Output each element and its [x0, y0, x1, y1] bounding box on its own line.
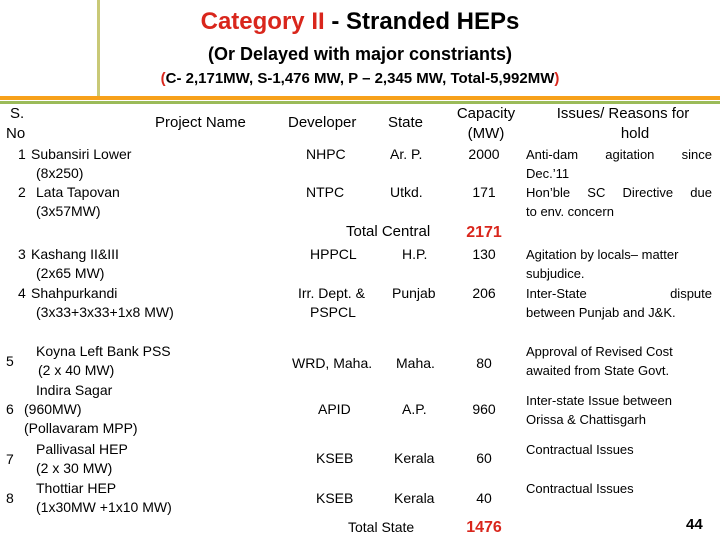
row-2-capacity: 171 [472, 184, 496, 200]
row-1-issues: Anti-dam agitation since Dec.’11 [526, 147, 712, 181]
slide-subtitle: (Or Delayed with major constriants) [207, 44, 513, 64]
row-3-project: Kashang II&III (2x65 MW) [31, 246, 119, 281]
row-6-issues: Inter-state Issue between Orissa & Chattisgarh [526, 393, 672, 427]
header-capacity: Capacity (MW) [456, 105, 516, 142]
row-1-developer: NHPC [306, 146, 346, 162]
row-5-capacity: 80 [476, 355, 492, 371]
header-sno: S. No [6, 105, 26, 142]
row-3-no: 3 [18, 246, 26, 262]
row-4-state: Punjab [392, 285, 436, 301]
row-7-state: Kerala [394, 450, 435, 466]
row-2-project: Lata Tapovan (3x57MW) [36, 184, 120, 219]
row-2-issues: Hon’ble SC Directive due to env. concern [526, 185, 712, 219]
row-2-no: 2 [18, 184, 26, 200]
header-project-name: Project Name [155, 114, 246, 131]
row-7-issues: Contractual Issues [526, 442, 634, 457]
row-5-state: Maha. [396, 355, 435, 371]
row-1-no: 1 [18, 146, 26, 162]
row-8-developer: KSEB [316, 490, 354, 506]
row-5-project: Koyna Left Bank PSS (2 x 40 MW) [36, 343, 171, 378]
header-issues: Issues/ Reasons for hold [556, 105, 690, 142]
row-4-issues: Inter-State dispute between Punjab and J&K. [526, 286, 712, 320]
slide-title: Category II - Stranded HEPs [200, 8, 520, 35]
row-6-no: 6 [6, 401, 14, 417]
row-6-state: A.P. [402, 401, 427, 417]
row-5-developer: WRD, Maha. [292, 355, 373, 371]
decorative-orange-rule [0, 96, 720, 100]
total-central-label: Total Central [346, 223, 431, 240]
row-7-capacity: 60 [476, 450, 492, 466]
total-state-value: 1476 [466, 519, 502, 536]
row-7-no: 7 [6, 451, 14, 467]
row-2-state: Utkd. [390, 184, 423, 200]
row-6-project: Indira Sagar (960MW) (Pollavaram MPP) [24, 382, 138, 436]
row-5-no: 5 [6, 353, 14, 369]
row-4-no: 4 [18, 285, 26, 301]
row-3-capacity: 130 [472, 246, 496, 262]
row-5-issues: Approval of Revised Cost awaited from State Govt. [526, 344, 673, 378]
header-developer: Developer [288, 114, 357, 131]
row-8-no: 8 [6, 490, 14, 506]
row-6-capacity: 960 [472, 401, 496, 417]
row-3-issues: Agitation by locals– matter subjudice. [526, 247, 679, 281]
row-7-project: Pallivasal HEP (2 x 30 MW) [36, 441, 128, 476]
row-3-developer: HPPCL [310, 246, 357, 262]
capacity-summary: (C- 2,171MW, S-1,476 MW, P – 2,345 MW, Total-5,992MW) [160, 70, 560, 87]
row-4-capacity: 206 [472, 285, 496, 301]
row-6-developer: APID [318, 401, 351, 417]
row-4-developer: Irr. Dept. & PSPCL [298, 285, 365, 320]
page-number: 44 [686, 516, 703, 533]
row-4-project: Shahpurkandi (3x33+3x33+1x8 MW) [31, 285, 174, 320]
row-1-capacity: 2000 [468, 146, 500, 162]
row-2-developer: NTPC [306, 184, 345, 200]
row-8-capacity: 40 [476, 490, 492, 506]
total-state-label: Total State [348, 519, 415, 535]
row-7-developer: KSEB [316, 450, 354, 466]
row-8-project: Thottiar HEP (1x30MW +1x10 MW) [36, 480, 172, 515]
row-1-state: Ar. P. [390, 146, 423, 162]
row-3-state: H.P. [402, 246, 428, 262]
row-8-state: Kerala [394, 490, 435, 506]
header-state: State [388, 114, 424, 131]
row-8-issues: Contractual Issues [526, 481, 634, 496]
row-1-project: Subansiri Lower (8x250) [31, 146, 132, 181]
total-central-value: 2171 [466, 224, 502, 241]
